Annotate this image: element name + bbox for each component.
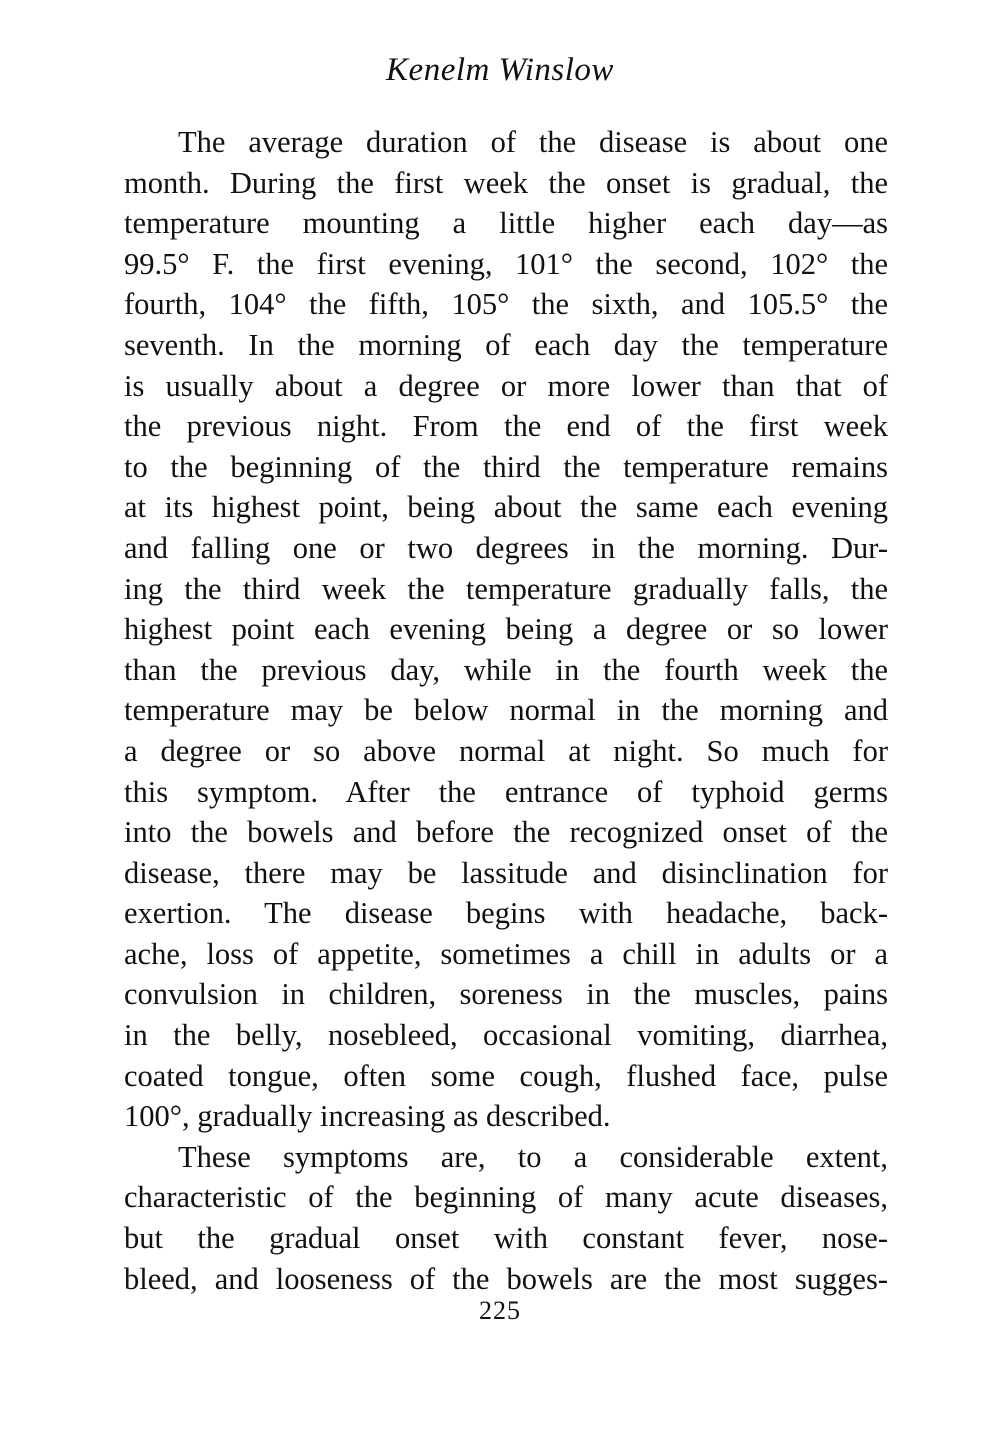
text-line: bleed, and looseness of the bowels are the most sugges-: [124, 1261, 888, 1296]
text-line: seventh. In the morning of each day the temperature: [124, 327, 888, 362]
running-head: Kenelm Winslow: [386, 52, 614, 88]
text-line: is usually about a degree or more lower than that of: [124, 368, 888, 403]
paragraph-1: [124, 122, 888, 1137]
text-line: fourth, 104° the fifth, 105° the sixth, and 105.5° the: [124, 287, 888, 322]
text-line: convulsion in children, soreness in the muscles, pains: [124, 977, 888, 1012]
text-line: 100°, gradually increasing as described.: [124, 1099, 611, 1134]
text-line: These symptoms are, to a considerable extent,: [178, 1139, 888, 1174]
text-line: ache, loss of appetite, sometimes a chill in adults or a: [124, 936, 888, 971]
text-line: The average duration of the disease is about one: [178, 125, 888, 159]
text-line: into the bowels and before the recognized onset of the: [124, 815, 888, 850]
text-line: to the beginning of the third the temperature remains: [124, 449, 888, 484]
text-line: at its highest point, being about the same each evening: [124, 490, 888, 525]
text-line: disease, there may be lassitude and disinclination for: [124, 855, 888, 890]
text-line: a degree or so above normal at night. So much for: [124, 733, 888, 768]
text-line: exertion. The disease begins with headache, back-: [124, 896, 888, 931]
text-line: temperature mounting a little higher each day—as: [124, 206, 888, 241]
text-line: 99.5° F. the first evening, 101° the second, 102° the: [124, 246, 888, 281]
text-line: temperature may be below normal in the morning and: [124, 693, 888, 728]
text-line: ing the third week the temperature gradually falls, the: [124, 571, 888, 606]
page-number: 225: [479, 1296, 521, 1325]
text-line: this symptom. After the entrance of typhoid germs: [124, 774, 888, 809]
body-text: [124, 122, 888, 1299]
text-line: the previous night. From the end of the first week: [124, 409, 888, 444]
text-line: month. During the first week the onset is gradual, the: [124, 165, 888, 200]
text-line: and falling one or two degrees in the morning. Dur-: [124, 530, 888, 565]
text-line: characteristic of the beginning of many acute diseases,: [124, 1180, 888, 1215]
text-line: highest point each evening being a degree or so lower: [124, 612, 888, 647]
paragraph-2: [124, 1137, 888, 1299]
text-line: coated tongue, often some cough, flushed face, pulse: [124, 1058, 888, 1093]
text-line: in the belly, nosebleed, occasional vomiting, diarrhea,: [124, 1018, 888, 1053]
text-line: than the previous day, while in the fourth week the: [124, 652, 888, 687]
text-line: but the gradual onset with constant fever, nose-: [124, 1221, 888, 1256]
